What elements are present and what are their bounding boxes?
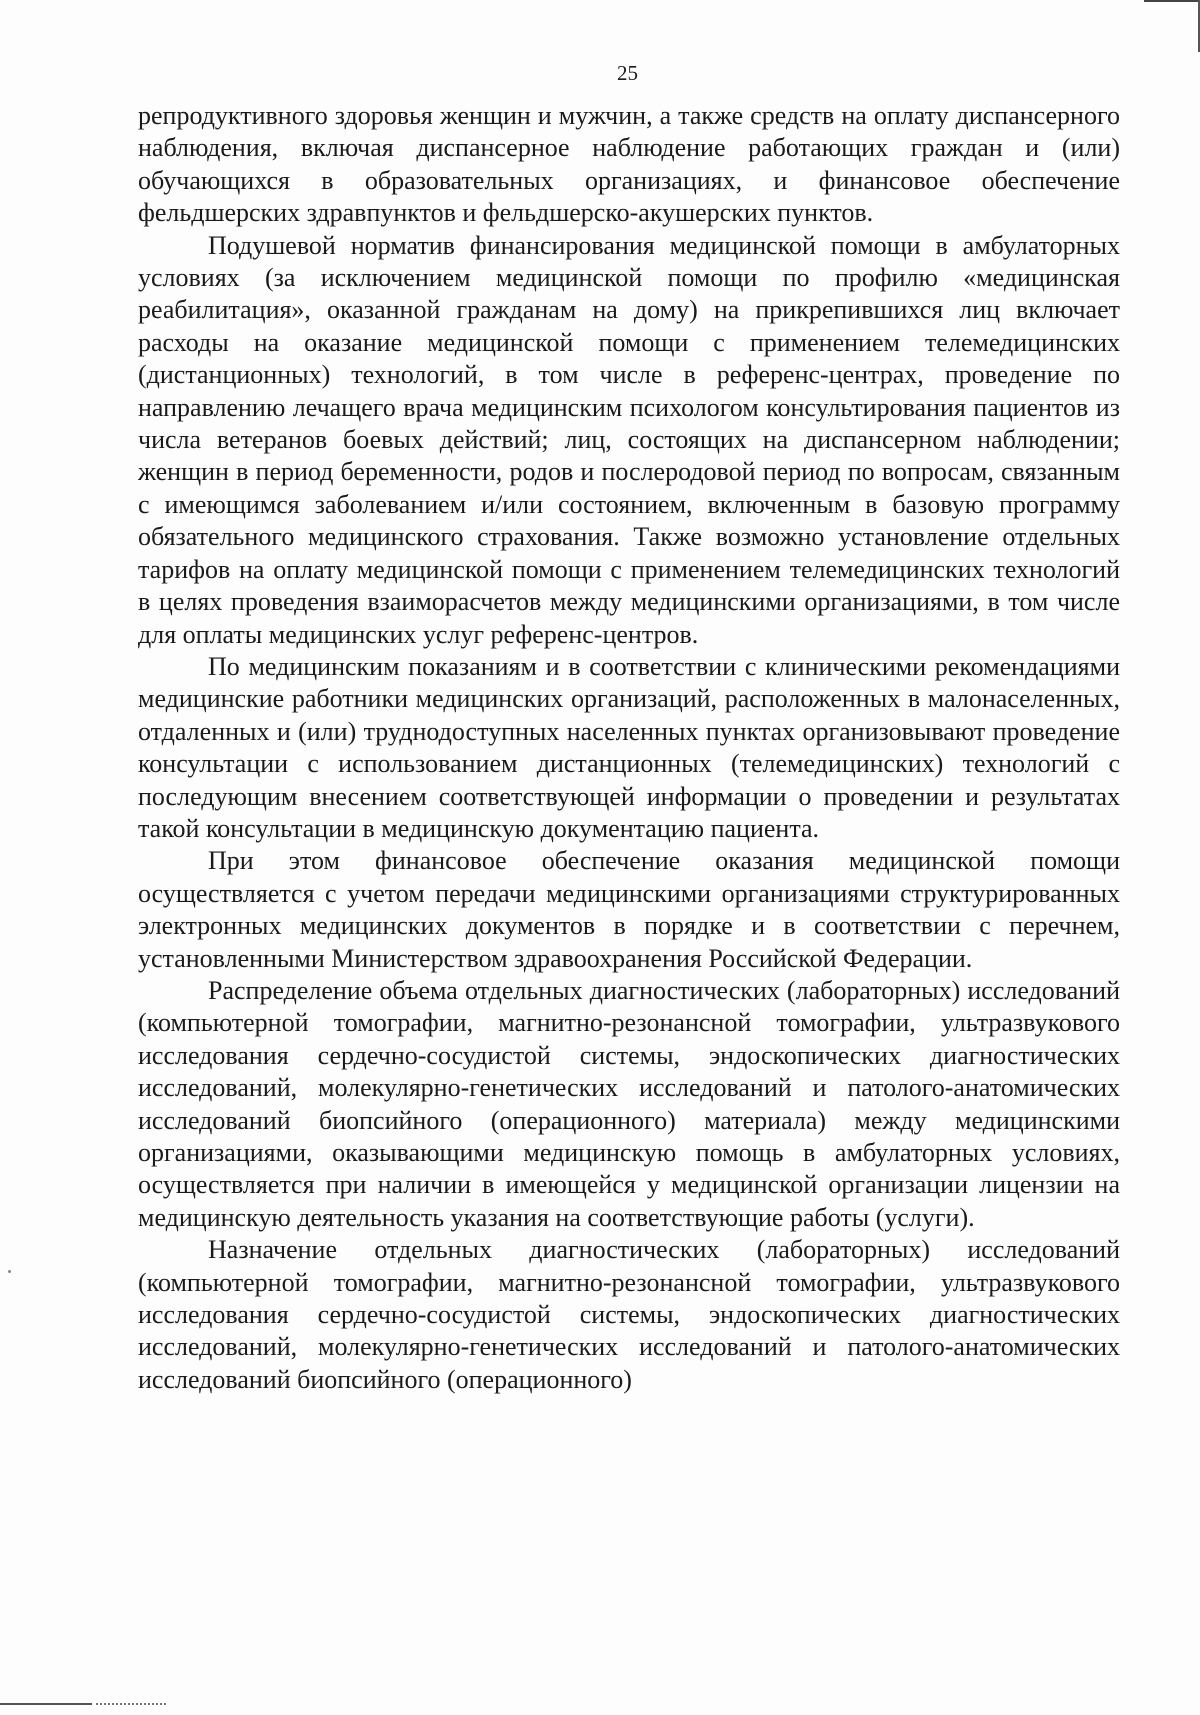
paragraph-per-capita-norm: Подушевой норматив финансирования медицинской помощи в амбулаторных условиях (за исключением медицинской помощи по профилю «медицинская реабилитация», оказанной гражданам на дому) на прикрепившихся лиц включает расходы на оказание медицинской помощи с применением телемедицинских (дистанционных) технологий, в том числе в референс-центрах, проведение по направлению лечащего врача медицинским психологом консультирования пациентов из числа ветеранов боевых действий; лиц, состоящих на диспансерном наблюдении; женщин в период беременности, родов и послеродовой период по вопросам, связанным с имеющимся заболеванием и/или состоянием, включенным в базовую программу обязательного медицинского страхования. Также возможно установление отдельных тарифов на оплату медицинской помощи с применением телемедицинских технологий в целях проведения взаиморасчетов между медицинскими организациями, в том числе для оплаты медицинских услуг референс-центров. xyxy=(138,230,1120,649)
paragraph-diagnostic-assignment: Назначение отдельных диагностических (лабораторных) исследований (компьютерной томографии, магнитно-резонансной томографии, ультразвукового исследования сердечно-сосудистой системы, эндоскопических диагностических исследований, молекулярно-генетических исследований и патолого-анатомических исследований биопсийного (операционного) xyxy=(138,1235,1120,1394)
document-body xyxy=(138,100,1120,1396)
page-number: 25 xyxy=(617,61,638,85)
paragraph-financial-support: При этом финансовое обеспечение оказания медицинской помощи осуществляется с учетом передачи медицинскими организациями структурированных электронных медицинских документов в порядке и в соответствии с перечнем, установленными Министерством здравоохранения Российской Федерации. xyxy=(138,846,1120,973)
scan-speck xyxy=(8,1270,11,1273)
scan-edge-bottom-dots xyxy=(96,1703,166,1705)
scan-edge-top xyxy=(1144,0,1200,2)
paragraph-medical-indications: По медицинским показаниям и в соответствии с клиническими рекомендациями медицинские работники медицинских организаций, расположенных в малонаселенных, отдаленных и (или) труднодоступных населенных пунктах организовывают проведение консультации с использованием дистанционных (телемедицинских) технологий с последующим внесением соответствующей информации о проведении и результатах такой консультации в медицинскую документацию пациента. xyxy=(138,651,1120,843)
scan-edge-bottom xyxy=(0,1703,92,1705)
paragraph-distribution-volume: Распределение объема отдельных диагностических (лабораторных) исследований (компьютерной томографии, магнитно-резонансной томографии, ультразвукового исследования сердечно-сосудистой системы, эндоскопических диагностических исследований, молекулярно-генетических исследований и патолого-анатомических исследований биопсийного (операционного) материала) между медицинскими организациями, оказывающими медицинскую помощь в амбулаторных условиях, осуществляется при наличии в имеющейся у медицинской организации лицензии на медицинскую деятельность указания на соответствующие работы (услуги). xyxy=(138,975,1120,1232)
paragraph-continuation: репродуктивного здоровья женщин и мужчин, а также средств на оплату диспансерного наблюдения, включая диспансерное наблюдение работающих граждан и (или) обучающихся в образовательных организациях, и финансовое обеспечение фельдшерских здравпунктов и фельдшерско-акушерских пунктов. xyxy=(138,101,1120,228)
